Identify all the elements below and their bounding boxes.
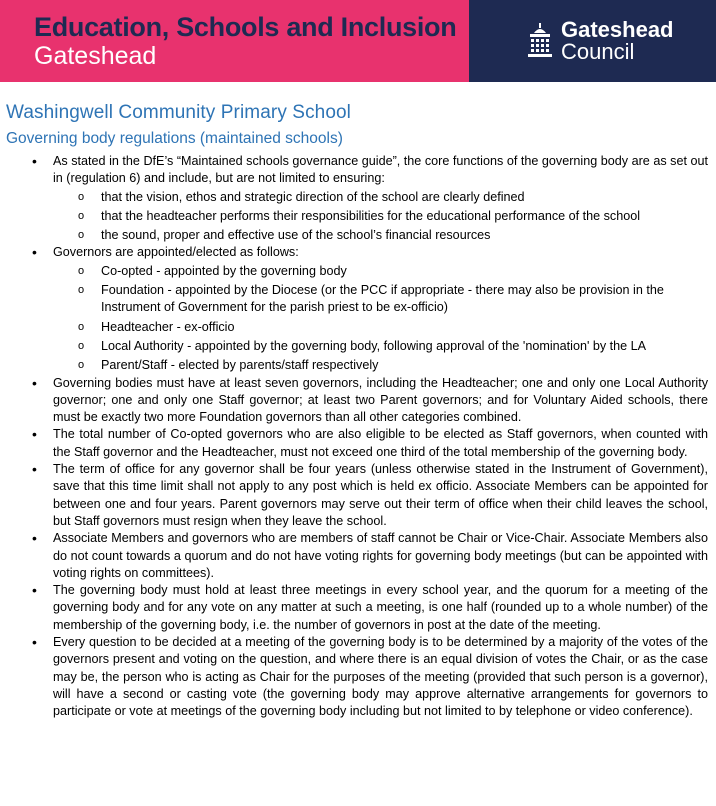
sub-list-item: o the sound, proper and effective use of the school’s financial resources xyxy=(53,227,708,244)
sub-list-item: o Headteacher - ex-officio xyxy=(53,319,708,336)
sub-list xyxy=(53,263,708,375)
school-title: Washingwell Community Primary School xyxy=(6,102,351,123)
council-building-icon xyxy=(527,21,553,61)
list-item xyxy=(6,153,708,244)
header-title: Education, Schools and Inclusion xyxy=(34,12,457,42)
list-item-text: The total number of Co-opted governors who are also eligible to be elected as Staff governors, when counted with the Staff governor and the Headteacher, must not exceed one third of the total membership of the governing body. xyxy=(53,427,708,459)
sub-list-item: o Foundation - appointed by the Diocese (or the PCC if appropriate - there may also be provision in the Instrument of Government for the parish priest to be ex-officio) xyxy=(53,282,708,317)
sub-list-item: o Parent/Staff - elected by parents/staff respectively xyxy=(53,357,708,374)
page-header xyxy=(0,0,716,82)
sub-list-item: o Local Authority - appointed by the governing body, following approval of the 'nomination' by the LA xyxy=(53,338,708,355)
list-item-text: The governing body must hold at least three meetings in every school year, and the quorum for a meeting of the governing body and for any vote on any matter at such a meeting, is one half (rounded up to a whole number) of the membership of the governing body, i.e. the number of governors in post at the date of the meeting. xyxy=(53,583,708,632)
list-item-text: Governing bodies must have at least seven governors, including the Headteacher; one and only one Local Authority governor; one and only one Staff governor; at least two Parent governors; and for Voluntary Aided schools, there must be exactly two more Foundation governors than all other categories combined. xyxy=(53,375,708,425)
list-item-text: Every question to be decided at a meeting of the governing body is to be determined by a majority of the votes of the governors present and voting on the question, and where there is an equal division of votes the Chair, or as the case may be, the person who is acting as Chair for the purposes of the meeting (provided that such person is a governor), will have a second or casting vote (the governing body may approve alternative arrangements for governors to participate or vote at meetings of the governing body including but not limited to by telephone or video conference). xyxy=(53,635,708,719)
logo-line-1: Gateshead xyxy=(561,17,674,42)
header-subtitle: Gateshead xyxy=(34,42,157,70)
list-item-text: Governors are appointed/elected as follows: xyxy=(53,245,299,260)
list-item-text: As stated in the DfE’s “Maintained schools governance guide”, the core functions of the governing body are as set out in (regulation 6) and include, but are not limited to ensuring: xyxy=(53,154,708,186)
list-item xyxy=(6,244,708,374)
list-item xyxy=(6,634,708,720)
header-banner xyxy=(0,0,469,82)
document-body xyxy=(0,101,716,721)
sub-list-item: o Co-opted - appointed by the governing body xyxy=(53,263,708,280)
sub-list-item: o that the vision, ethos and strategic direction of the school are clearly defined xyxy=(53,189,708,206)
list-item xyxy=(6,582,708,634)
list-item-text: Associate Members and governors who are members of staff cannot be Chair or Vice-Chair. Associate Members also do not count towards a quorum and do not have voting rights for governing body meetings (but can be appointed with voting rights on committees). xyxy=(53,531,708,580)
council-logo xyxy=(469,0,716,82)
list-item xyxy=(6,426,708,461)
logo-line-2: Council xyxy=(561,39,635,64)
section-title: Governing body regulations (maintained schools) xyxy=(6,130,343,147)
list-item xyxy=(6,461,708,530)
regulations-list xyxy=(6,153,708,721)
list-item xyxy=(6,530,708,582)
sub-list-item: o that the headteacher performs their responsibilities for the educational performance of the school xyxy=(53,208,708,225)
list-item-text: The term of office for any governor shall be four years (unless otherwise stated in the Instrument of Government), save that this time limit shall not apply to any post which is held ex officio. Associate Members can be appointed for between one and four years. Parent governors may serve out their term of office when their child leaves the school, but Staff governors must resign when they leave the school. xyxy=(53,462,708,528)
sub-list xyxy=(53,189,708,245)
list-item xyxy=(6,375,708,427)
